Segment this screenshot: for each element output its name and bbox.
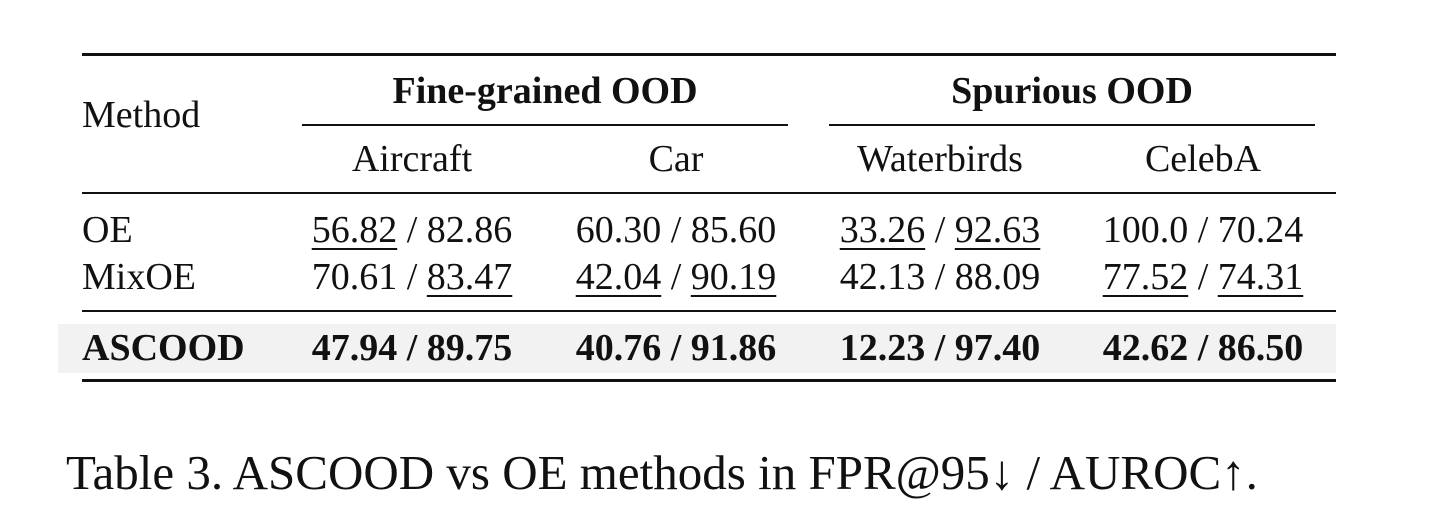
table-cell: 70.61 / 83.47 [311, 256, 513, 298]
header-rule [82, 192, 1336, 194]
row-method-oe: OE [82, 209, 133, 251]
column-header-waterbirds: Waterbirds [857, 138, 1023, 180]
table-cell: 56.82 / 82.86 [311, 209, 513, 251]
bottom-rule [82, 379, 1336, 382]
row-method-ascood: ASCOOD [82, 327, 245, 369]
group-rule-spurious [829, 124, 1315, 126]
table-caption: Table 3. ASCOOD vs OE methods in FPR@95↓ / AUROC↑. [66, 445, 1258, 500]
table-cell: 42.62 / 86.50 [1102, 327, 1304, 369]
mid-rule [82, 310, 1336, 312]
table-cell: 77.52 / 74.31 [1102, 256, 1304, 298]
group-header-spurious: Spurious OOD [951, 70, 1193, 112]
row-method-mixoe: MixOE [82, 256, 196, 298]
table-cell: 33.26 / 92.63 [839, 209, 1041, 251]
group-header-fine-grained: Fine-grained OOD [392, 70, 698, 112]
table-cell: 60.30 / 85.60 [575, 209, 777, 251]
table-cell: 12.23 / 97.40 [839, 327, 1041, 369]
table-cell: 47.94 / 89.75 [311, 327, 513, 369]
table-cell: 42.13 / 88.09 [839, 256, 1041, 298]
table-cell: 40.76 / 91.86 [575, 327, 777, 369]
column-header-car: Car [648, 138, 704, 180]
table-cell: 100.0 / 70.24 [1102, 209, 1304, 251]
column-header-celeba: CelebA [1144, 138, 1262, 180]
top-rule [82, 53, 1336, 56]
method-header: Method [82, 94, 201, 136]
column-header-aircraft: Aircraft [351, 138, 473, 180]
group-rule-fine-grained [302, 124, 788, 126]
table-cell: 42.04 / 90.19 [575, 256, 777, 298]
